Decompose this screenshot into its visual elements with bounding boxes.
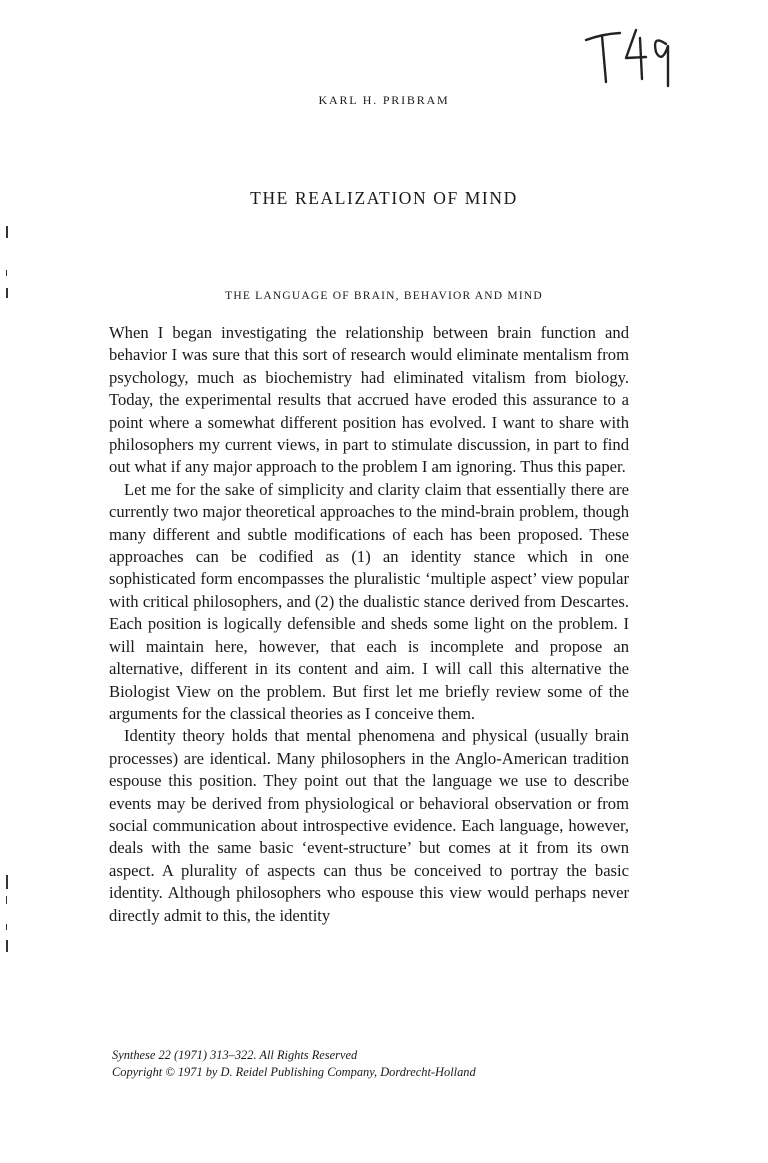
copyright-line: Copyright © 1971 by D. Reidel Publishing Company, Dordrecht-Holland [112,1065,476,1079]
body-text [109,322,629,927]
scan-mark [6,288,8,298]
section-heading: THE LANGUAGE OF BRAIN, BEHAVIOR AND MIND [225,290,543,302]
scan-mark [6,270,7,276]
handwritten-t49-mark [582,24,692,94]
paragraph-1: When I began investigating the relationship between brain function and behavior I was sure that this sort of research would eliminate mentalism from psychology, much as biochemistry had eliminated vitalism from biology. Today, the experimental results that accrued have eroded this assurance to a point where a somewhat different position has evolved. I want to share with philosophers my current views, in part to stimulate discussion, in part to find out what if any major approach to the problem I am ignoring. Thus this paper. [109,323,629,477]
scan-mark [6,226,8,238]
scan-mark [6,896,7,904]
scan-mark [6,940,8,952]
author-name: KARL H. PRIBRAM [318,93,450,107]
handwritten-annotation [582,24,692,94]
paragraph-3: Identity theory holds that mental phenomena and physical (usually brain processes) are identical. Many philosophers in the Anglo-American tradition espouse this position. They point out that the language we use to describe events may be derived from physiological or behavioral observation or from social communication about introspective evidence. Each language, however, deals with the same basic ‘event-structure’ but comes at it from its own aspect. A plurality of aspects can thus be conceived to portray the basic identity. Although philosophers who espouse this view would perhaps never directly admit to this, the identity [109,726,629,925]
scan-mark [6,924,7,930]
citation-line [112,1047,672,1064]
scan-mark [6,875,8,889]
paper-title: THE REALIZATION OF MIND [250,188,518,208]
citation-details: 22 (1971) 313–322. All Rights Reserved [155,1048,358,1062]
journal-name: Synthese [112,1048,156,1062]
paragraph-2: Let me for the sake of simplicity and clarity claim that essentially there are currently two major theoretical approaches to the mind-brain problem, though many different and subtle modifications of each has been proposed. These approaches can be codified as (1) an identity stance which in one sophisticated form encompasses the pluralistic ‘multiple aspect’ view popular with critical philosophers, and (2) the dualistic stance derived from Descartes. Each position is logically defensible and sheds some light on the problem. I will maintain here, however, that each is incomplete and propose an alternative, different in its content and aim. I will call this alternative the Biologist View on the problem. But first let me briefly review some of the arguments for the classical theories as I conceive them. [109,479,629,723]
footer-citation [112,1047,672,1081]
